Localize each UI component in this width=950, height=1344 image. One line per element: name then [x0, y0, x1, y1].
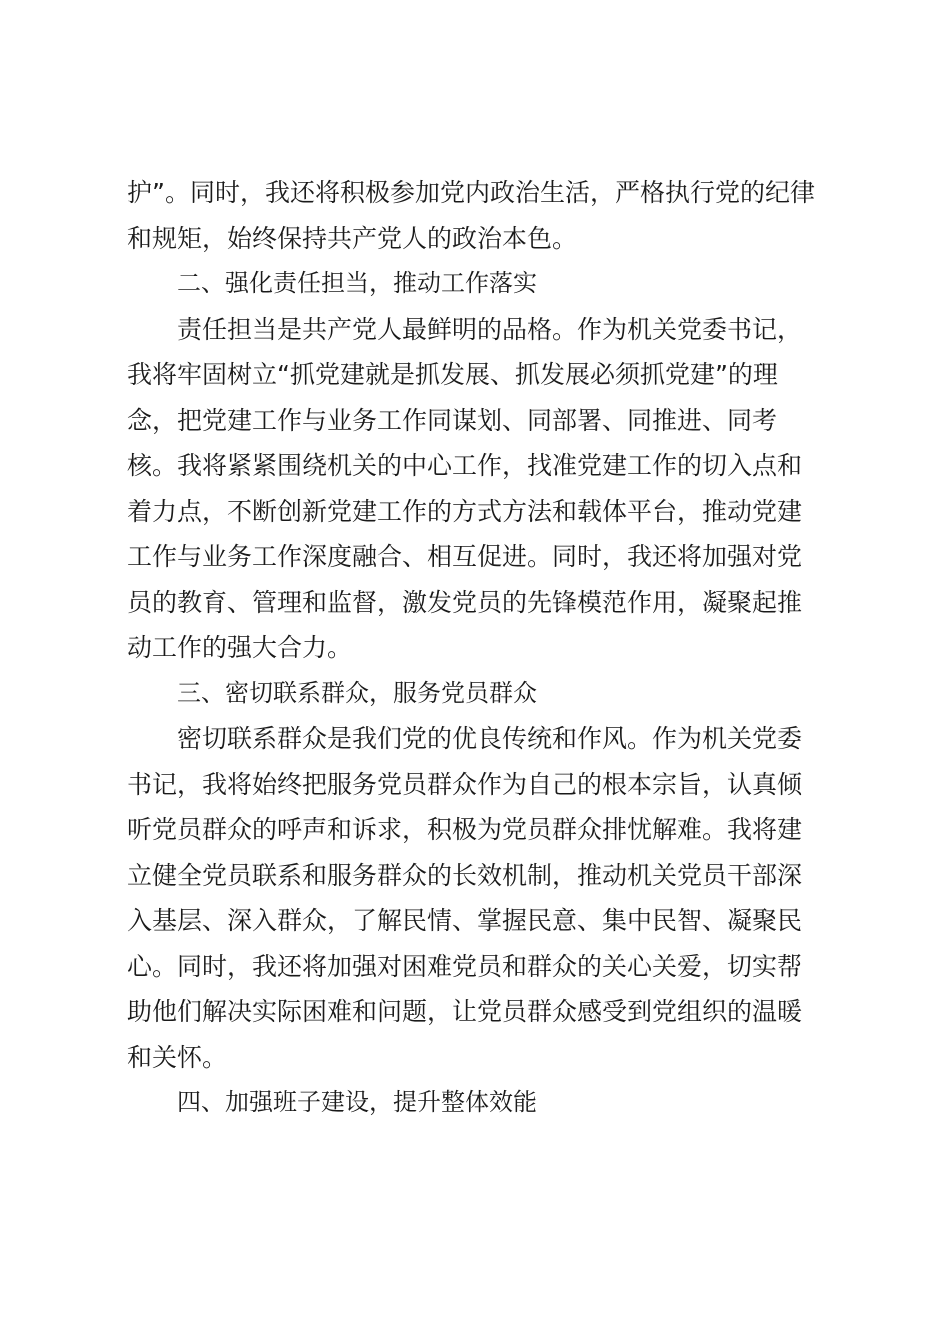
- text-line: 立健全党员联系和服务群众的长效机制，推动机关党员干部深: [127, 860, 803, 890]
- paragraph-start-line: 密切联系群众是我们党的优良传统和作风。作为机关党委: [177, 724, 803, 753]
- text-line: 工作与业务工作深度融合、相互促进。同时，我还将加强对党: [127, 542, 803, 571]
- text-line: 员的教育、管理和监督，激发党员的先锋模范作用，凝聚起推: [127, 587, 803, 617]
- text-line: 我将牢固树立“抓党建就是抓发展、抓发展必须抓党建”的理: [127, 360, 778, 389]
- text-line: 入基层、深入群众，了解民情、掌握民意、集中民智、凝聚民: [127, 906, 803, 935]
- text-line: 念，把党建工作与业务工作同谋划、同部署、同推进、同考: [127, 405, 778, 435]
- document-body: [127, 170, 832, 1126]
- text-line: 动工作的强大合力。: [127, 633, 353, 662]
- text-line: 和规矩，始终保持共产党人的政治本色。: [127, 223, 578, 253]
- text-line: 核。我将紧紧围绕机关的中心工作，找准党建工作的切入点和: [127, 451, 803, 480]
- section-heading-4: 四、加强班子建设，提升整体效能: [177, 1088, 537, 1116]
- text-line: 助他们解决实际困难和问题，让党员群众感受到党组织的温暖: [127, 997, 803, 1026]
- text-line: 和关怀。: [127, 1042, 228, 1072]
- section-heading-2: 二、强化责任担当，推动工作落实: [177, 269, 537, 297]
- text-line: 心。同时，我还将加强对困难党员和群众的关心关爱，切实帮: [127, 951, 803, 981]
- paragraph-start-line: 责任担当是共产党人最鲜明的品格。作为机关党委书记，: [177, 314, 803, 344]
- text-line: 听党员群众的呼声和诉求，积极为党员群众排忧解难。我将建: [127, 815, 803, 844]
- section-heading-3: 三、密切联系群众，服务党员群众: [177, 678, 537, 707]
- text-line: 书记，我将始终把服务党员群众作为自己的根本宗旨，认真倾: [127, 769, 803, 799]
- text-line: 着力点，不断创新党建工作的方式方法和载体平台，推动党建: [127, 496, 803, 526]
- text-line: 护”。同时，我还将积极参加党内政治生活，严格执行党的纪律: [127, 178, 815, 207]
